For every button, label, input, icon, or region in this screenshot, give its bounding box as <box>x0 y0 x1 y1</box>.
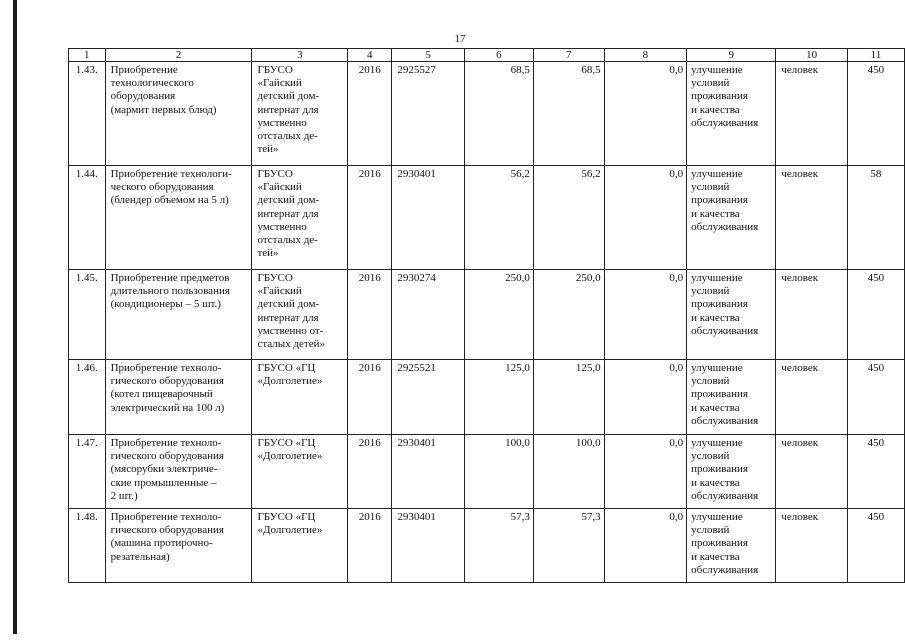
unit-cell: человек <box>776 360 848 435</box>
amount-cell: 250,0 <box>464 270 533 360</box>
data-table <box>68 48 905 583</box>
code-cell: 2930401 <box>392 435 465 509</box>
count-cell: 450 <box>847 62 904 166</box>
result-cell: улучшение условий проживания и качества обслуживания <box>687 435 776 509</box>
result-cell: улучшение условий проживания и качества обслуживания <box>687 270 776 360</box>
year-cell: 2016 <box>348 435 392 509</box>
table-row <box>69 509 905 583</box>
result-cell: улучшение условий проживания и качества обслуживания <box>687 360 776 435</box>
amount-cell: 57,3 <box>464 509 533 583</box>
item-name-cell: Приобретение технологического оборудования (мармит первых блюд) <box>105 62 252 166</box>
year-cell: 2016 <box>348 62 392 166</box>
amount-cell: 0,0 <box>604 360 687 435</box>
table-row <box>69 62 905 166</box>
count-cell: 450 <box>847 509 904 583</box>
amount-cell: 250,0 <box>533 270 604 360</box>
column-header: 4 <box>348 49 392 62</box>
unit-cell: человек <box>776 435 848 509</box>
column-header: 8 <box>604 49 687 62</box>
result-cell: улучшение условий проживания и качества обслуживания <box>687 509 776 583</box>
count-cell: 450 <box>847 270 904 360</box>
scan-edge-bar <box>13 0 17 634</box>
column-header: 6 <box>464 49 533 62</box>
column-header: 9 <box>687 49 776 62</box>
organization-cell: ГБУСО «Гайский детский дом- интернат для умственно отсталых де- тей» <box>252 62 348 166</box>
amount-cell: 56,2 <box>533 166 604 270</box>
item-name-cell: Приобретение предметов длительного пользования (кондиционеры – 5 шт.) <box>105 270 252 360</box>
amount-cell: 68,5 <box>533 62 604 166</box>
column-header: 1 <box>69 49 106 62</box>
amount-cell: 56,2 <box>464 166 533 270</box>
organization-cell: ГБУСО «ГЦ «Долголетие» <box>252 360 348 435</box>
header-row <box>69 49 905 62</box>
page-number: 17 <box>454 33 466 45</box>
item-name-cell: Приобретение техноло- гического оборудования (котел пищеварочный электрический на 100 л) <box>105 360 252 435</box>
result-cell: улучшение условий проживания и качества обслуживания <box>687 62 776 166</box>
year-cell: 2016 <box>348 166 392 270</box>
column-header: 10 <box>776 49 848 62</box>
row-number-cell: 1.44. <box>69 166 106 270</box>
code-cell: 2925521 <box>392 360 465 435</box>
result-cell: улучшение условий проживания и качества обслуживания <box>687 166 776 270</box>
count-cell: 450 <box>847 435 904 509</box>
amount-cell: 0,0 <box>604 270 687 360</box>
code-cell: 2930274 <box>392 270 465 360</box>
column-header: 11 <box>847 49 904 62</box>
column-header: 3 <box>252 49 348 62</box>
amount-cell: 0,0 <box>604 62 687 166</box>
row-number-cell: 1.43. <box>69 62 106 166</box>
table-row <box>69 435 905 509</box>
count-cell: 58 <box>847 166 904 270</box>
amount-cell: 0,0 <box>604 166 687 270</box>
item-name-cell: Приобретение технологи- ческого оборудования (блендер объемом на 5 л) <box>105 166 252 270</box>
row-number-cell: 1.45. <box>69 270 106 360</box>
item-name-cell: Приобретение техноло- гического оборудования (мясорубки электриче- ские промышленные – 2 шт.) <box>105 435 252 509</box>
table-row <box>69 270 905 360</box>
amount-cell: 68,5 <box>464 62 533 166</box>
amount-cell: 125,0 <box>533 360 604 435</box>
table-row <box>69 166 905 270</box>
organization-cell: ГБУСО «ГЦ «Долголетие» <box>252 509 348 583</box>
column-header: 2 <box>105 49 252 62</box>
table-row <box>69 360 905 435</box>
organization-cell: ГБУСО «Гайский детский дом- интернат для умственно от- сталых детей» <box>252 270 348 360</box>
unit-cell: человек <box>776 166 848 270</box>
organization-cell: ГБУСО «Гайский детский дом- интернат для умственно отсталых де- тей» <box>252 166 348 270</box>
amount-cell: 100,0 <box>533 435 604 509</box>
year-cell: 2016 <box>348 270 392 360</box>
amount-cell: 0,0 <box>604 435 687 509</box>
item-name-cell: Приобретение техноло- гического оборудования (машина протирочно- резательная) <box>105 509 252 583</box>
amount-cell: 100,0 <box>464 435 533 509</box>
column-header: 5 <box>392 49 465 62</box>
row-number-cell: 1.48. <box>69 509 106 583</box>
amount-cell: 0,0 <box>604 509 687 583</box>
count-cell: 450 <box>847 360 904 435</box>
year-cell: 2016 <box>348 360 392 435</box>
amount-cell: 57,3 <box>533 509 604 583</box>
row-number-cell: 1.46. <box>69 360 106 435</box>
code-cell: 2925527 <box>392 62 465 166</box>
unit-cell: человек <box>776 270 848 360</box>
organization-cell: ГБУСО «ГЦ «Долголетие» <box>252 435 348 509</box>
year-cell: 2016 <box>348 509 392 583</box>
code-cell: 2930401 <box>392 166 465 270</box>
unit-cell: человек <box>776 62 848 166</box>
unit-cell: человек <box>776 509 848 583</box>
column-header: 7 <box>533 49 604 62</box>
code-cell: 2930401 <box>392 509 465 583</box>
amount-cell: 125,0 <box>464 360 533 435</box>
row-number-cell: 1.47. <box>69 435 106 509</box>
